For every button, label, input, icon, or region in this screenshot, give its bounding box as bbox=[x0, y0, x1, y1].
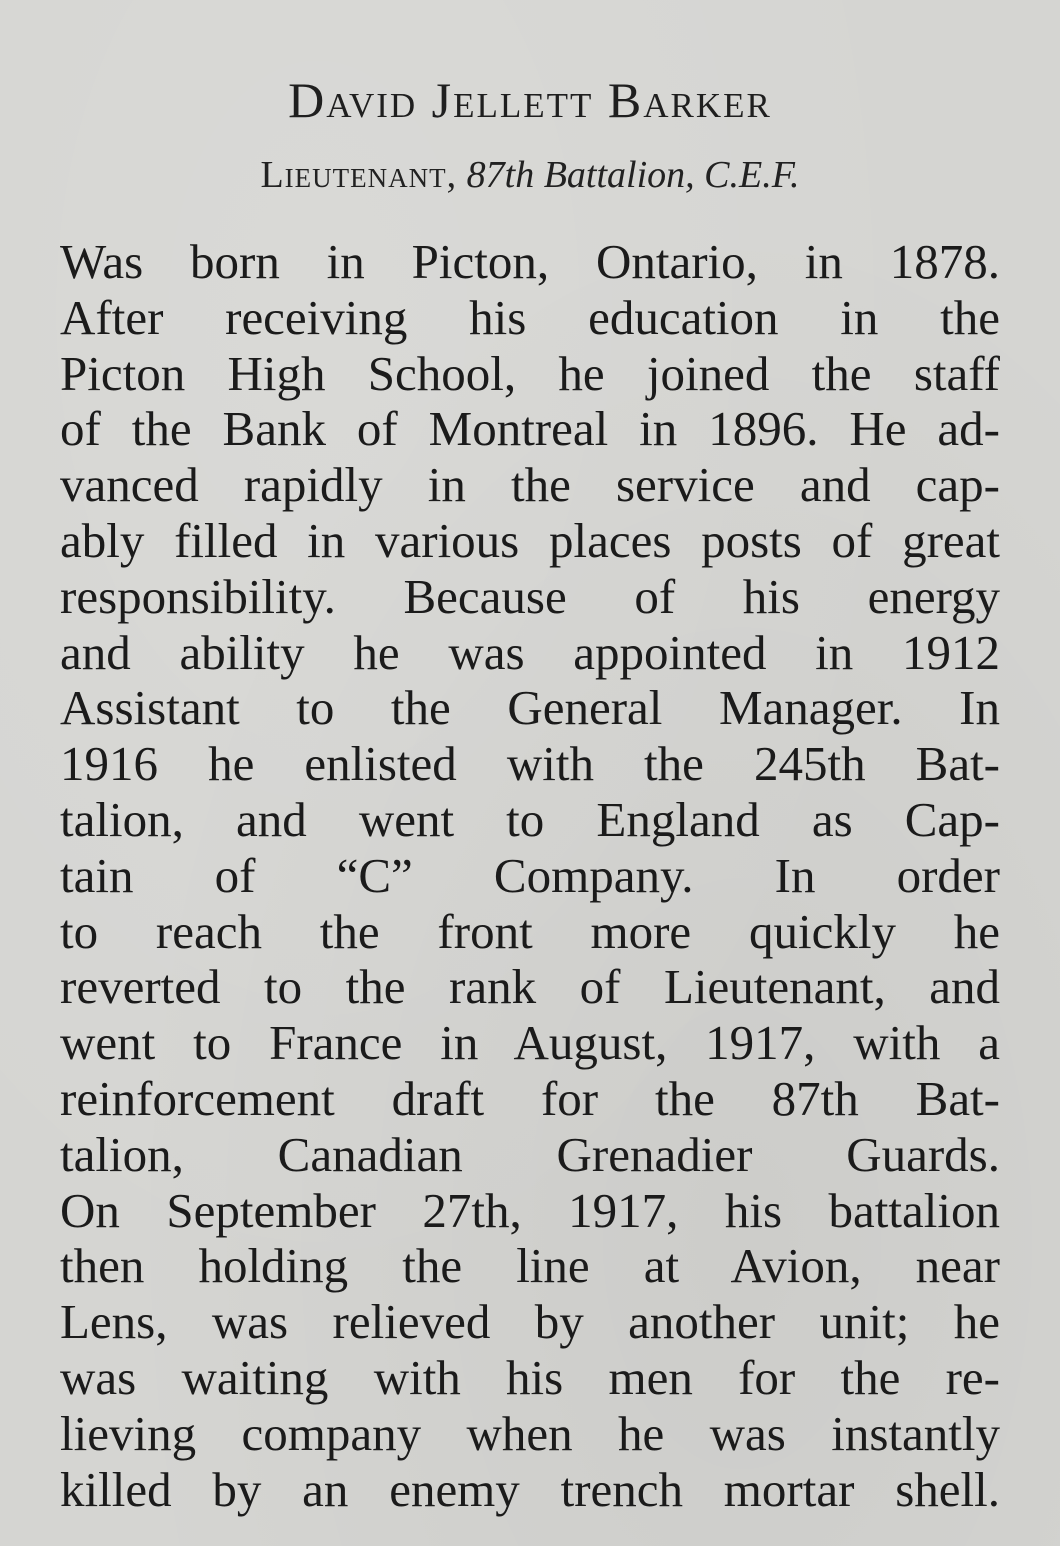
text-line: of the Bank of Montreal in 1896. He ad- bbox=[60, 401, 1000, 457]
rank-subheading bbox=[0, 150, 1060, 200]
rank-label: Lieutenant, bbox=[260, 154, 458, 196]
text-line: went to France in August, 1917, with a bbox=[60, 1015, 1000, 1071]
text-line: 1916 he enlisted with the 245th Bat- bbox=[60, 736, 1000, 792]
text-line: talion, and went to England as Cap- bbox=[60, 791, 1000, 847]
text-line: then holding the line at Avion, near bbox=[60, 1238, 1000, 1294]
text-line: Was born in Picton, Ontario, in 1878. bbox=[60, 234, 1000, 289]
text-line: to reach the front more quickly he bbox=[60, 903, 1000, 959]
biography-text bbox=[60, 234, 1000, 1517]
text-line: Lens, was relieved by another unit; he bbox=[60, 1294, 1000, 1350]
text-line: reinforcement draft for the 87th Bat- bbox=[60, 1070, 1000, 1126]
text-line: and ability he was appointed in 1912 bbox=[60, 624, 1000, 680]
text-line: lieving company when he was instantly bbox=[60, 1405, 1000, 1461]
text-line: talion, Canadian Grenadier Guards. bbox=[60, 1126, 1000, 1182]
text-line: ably filled in various places posts of great bbox=[60, 512, 1000, 568]
text-line: On September 27th, 1917, his battalion bbox=[60, 1182, 1000, 1238]
text-line: Picton High School, he joined the staff bbox=[60, 345, 1000, 401]
unit-label: 87th Battalion, C.E.F. bbox=[466, 154, 800, 196]
text-line: responsibility. Because of his energy bbox=[60, 568, 1000, 624]
text-line: Assistant to the General Manager. In bbox=[60, 680, 1000, 736]
text-line: reverted to the rank of Lieutenant, and bbox=[60, 959, 1000, 1015]
text-line: was waiting with his men for the re- bbox=[60, 1349, 1000, 1405]
text-line: tain of “C” Company. In order bbox=[60, 847, 1000, 903]
text-line: After receiving his education in the bbox=[60, 289, 1000, 345]
text-line: vanced rapidly in the service and cap- bbox=[60, 457, 1000, 513]
text-line: killed by an enemy trench mortar shell. bbox=[60, 1461, 1000, 1517]
person-name-heading: David Jellett Barker bbox=[288, 72, 772, 128]
